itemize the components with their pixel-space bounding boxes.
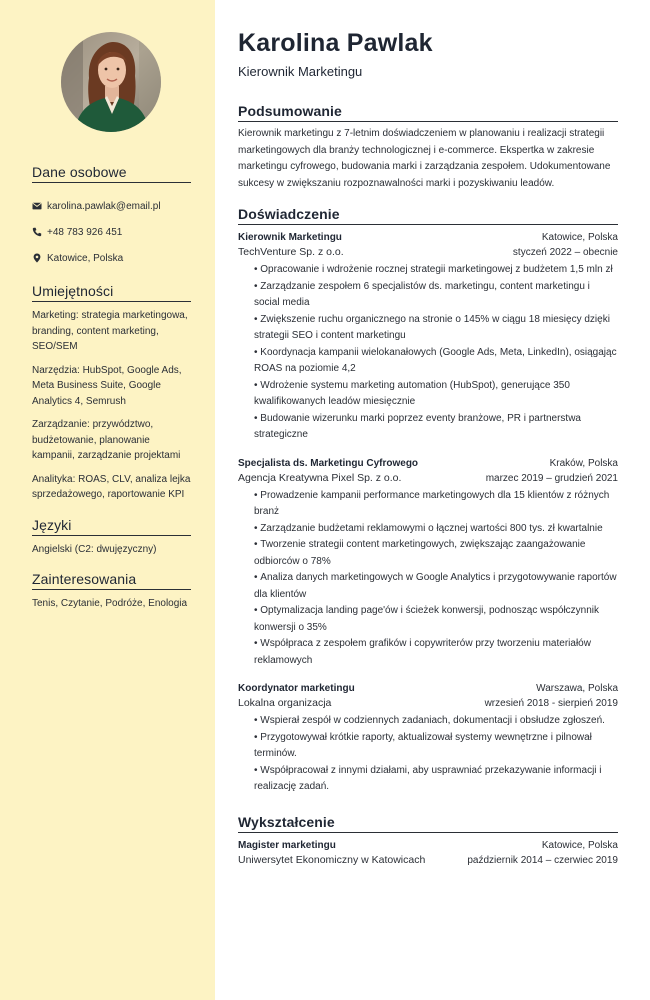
email-text: karolina.pawlak@email.pl (47, 200, 161, 212)
job-bullet: • Zarządzanie zespołem 6 specjalistów ds. marketingu, content marketingu i social media (254, 279, 618, 312)
job-bullet: • Wspierał zespół w codziennych zadaniach, dokumentacji i obsłudze zgłoszeń. (254, 713, 618, 730)
languages-heading: Języki (32, 517, 191, 536)
job-bullet: • Budowanie wizerunku marki poprzez eventy branżowe, PR i partnerstwa strategiczne (254, 411, 618, 444)
school: Uniwersytet Ekonomiczny w Katowicach (238, 853, 426, 866)
interests-heading: Zainteresowania (32, 571, 191, 590)
personal-section (32, 164, 191, 271)
phone-icon (32, 227, 42, 237)
summary-text: Kierownik marketingu z 7-letnim doświadczeniem w planowaniu i realizacji strategii marketingowych dla branży technologicznej i e-commerce. Ekspertka w zakresie marketingu cyfrowego, budowania marki i zarządzania zespołem. Udokumentowane sukcesy w zwiększaniu rozpoznawalności marki i pozyskiwaniu leadów. (238, 128, 611, 189)
job-dates: marzec 2019 – grudzień 2021 (485, 472, 618, 484)
job-company: TechVenture Sp. z o.o. (238, 246, 344, 258)
education-section (238, 814, 618, 868)
job-bullet: • Przygotowywał krótkie raporty, aktualizował systemy wewnętrzne i pilnował terminów. (254, 730, 618, 763)
contact-phone (32, 219, 191, 245)
main-content (238, 0, 618, 868)
job-bullet: • Koordynacja kampanii wielokanałowych (Google Ads, Meta, LinkedIn), osiągając ROAS na poziomie 4,2 (254, 345, 618, 378)
location-pin-icon (32, 253, 42, 263)
job-bullet: • Współpracował z innymi działami, aby usprawniać przekazywanie informacji i realizację zadań. (254, 763, 618, 796)
envelope-icon (32, 201, 42, 211)
contact-email (32, 193, 191, 219)
job-role: Specjalista ds. Marketingu Cyfrowego (238, 457, 419, 469)
profile-photo (61, 32, 161, 132)
job-bullet: • Tworzenie strategii content marketingowych, zwiększając zaangażowanie odbiorców o 78% (254, 537, 618, 570)
person-name: Karolina Pawlak (238, 29, 433, 57)
skill-item: Narzędzia: HubSpot, Google Ads, Meta Business Suite, Google Analytics 4, Semrush (32, 364, 182, 407)
skills-section (32, 283, 191, 503)
job-dates: styczeń 2022 – obecnie (512, 247, 618, 258)
sidebar (0, 0, 215, 1000)
skills-heading: Umiejętności (32, 283, 191, 302)
job-entry (238, 456, 618, 670)
summary-section (238, 103, 618, 192)
job-location: Kraków, Polska (549, 457, 618, 469)
job-entry (238, 230, 618, 444)
skill-item: Analityka: ROAS, CLV, analiza lejka sprzedażowego, raportowanie KPI (32, 473, 191, 500)
experience-heading: Doświadczenie (238, 206, 618, 225)
avatar (61, 32, 161, 132)
location-text: Katowice, Polska (47, 252, 124, 264)
education-heading: Wykształcenie (238, 814, 618, 833)
skill-item: Marketing: strategia marketingowa, branding, content marketing, SEO/SEM (32, 310, 188, 352)
job-bullet: • Optymalizacja landing page'ów i ścieżek konwersji, podnosząc współczynnik konwersji o 35% (254, 603, 618, 636)
job-bullet: • Zwiększenie ruchu organicznego na stronie o 145% w ciągu 18 miesięcy dzięki strategii SEO i content marketingu (254, 312, 618, 345)
interests-section (32, 571, 191, 611)
education-entry (238, 838, 618, 868)
person-title: Kierownik Marketingu (238, 64, 363, 79)
skill-item: Zarządzanie: przywództwo, budżetowanie, planowanie kampanii, zarządzanie projektami (32, 419, 181, 461)
interests-item: Tenis, Czytanie, Podróże, Enologia (32, 597, 188, 609)
contact-location (32, 245, 191, 271)
job-bullet: • Zarządzanie budżetami reklamowymi o łącznej wartości 800 tys. zł kwartalnie (254, 521, 618, 538)
job-role: Kierownik Marketingu (238, 232, 342, 243)
education-dates: październik 2014 – czerwiec 2019 (467, 854, 618, 866)
job-bullet: • Współpraca z zespołem grafików i copywriterów przy tworzeniu materiałów reklamowych (254, 636, 618, 669)
job-bullet: • Analiza danych marketingowych w Google Analytics i przygotowywanie raportów dla klientów (254, 570, 618, 603)
job-company: Lokalna organizacja (238, 697, 332, 709)
job-bullet: • Wdrożenie systemu marketing automation (HubSpot), generujące 350 kwalifikowanych leadów miesięcznie (254, 378, 618, 411)
job-role: Koordynator marketingu (238, 683, 355, 694)
experience-section (238, 206, 618, 796)
phone-text: +48 783 926 451 (47, 226, 123, 238)
degree: Magister marketingu (238, 839, 336, 851)
languages-section (32, 517, 191, 557)
job-bullet: • Prowadzenie kampanii performance marketingowych dla 15 klientów z różnych branż (254, 488, 618, 521)
personal-heading: Dane osobowe (32, 164, 191, 183)
education-location: Katowice, Polska (541, 839, 618, 851)
job-entry (238, 681, 618, 796)
job-dates: wrzesień 2018 - sierpień 2019 (484, 698, 618, 709)
job-location: Katowice, Polska (541, 232, 618, 243)
job-company: Agencja Kreatywna Pixel Sp. z o.o. (238, 471, 402, 484)
job-location: Warszawa, Polska (536, 683, 618, 694)
language-item: Angielski (C2: dwujęzyczny) (32, 543, 157, 555)
job-bullet: • Opracowanie i wdrożenie rocznej strategii marketingowej z budżetem 1,5 mln zł (254, 262, 618, 279)
summary-heading: Podsumowanie (238, 103, 618, 122)
